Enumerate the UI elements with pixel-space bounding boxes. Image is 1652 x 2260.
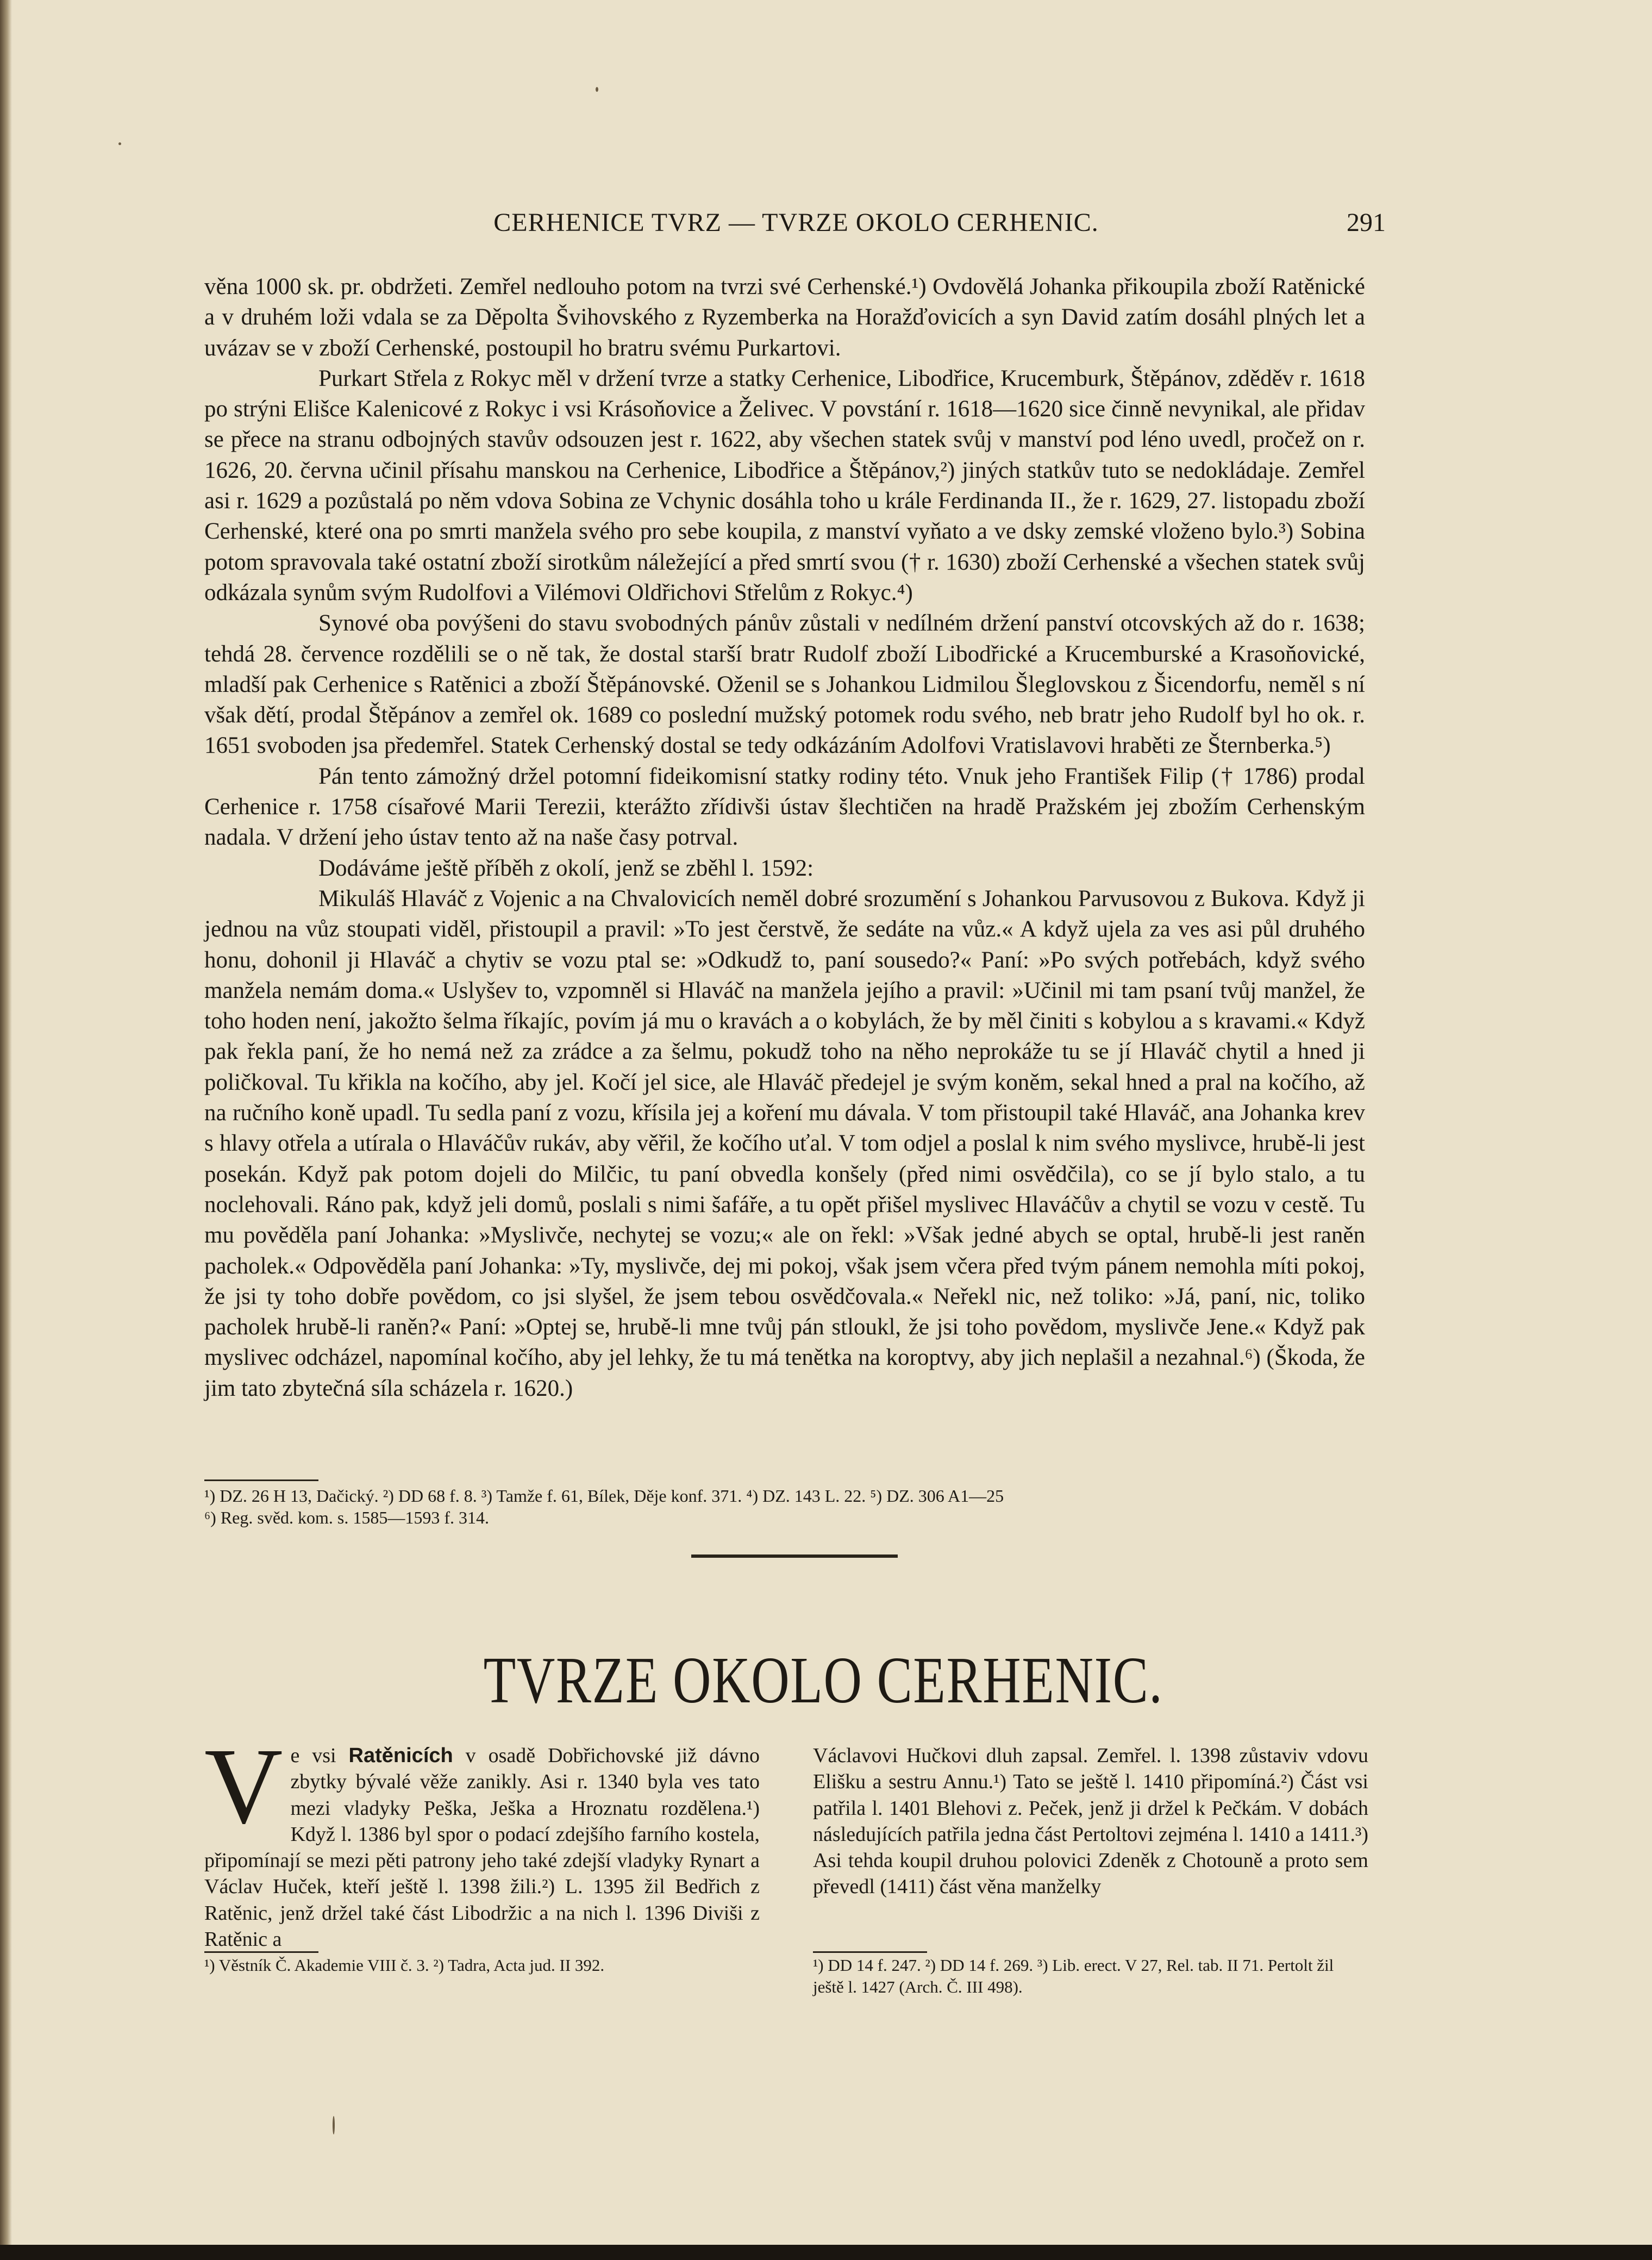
drop-cap: V <box>204 1726 283 1846</box>
section-divider <box>691 1554 898 1558</box>
paragraph: Pán tento zámožný držel potomní fideikomisní statky rodiny této. Vnuk jeho František Filip († 1786) prodal Cerhenice r. 1758 císařové Marii Terezii, kterážto zřídivši ústav šlechtičen na hradě Pražském jej zbožím Cerhenským nadala. V držení jeho ústav tento až na naše časy potrval. <box>204 763 1365 851</box>
ink-speck <box>596 87 598 92</box>
right-footnote-rule <box>813 1951 927 1953</box>
footnote-line: ⁶) Reg. svěd. kom. s. 1585—1593 f. 314. <box>204 1508 490 1527</box>
right-column-footnote: ¹) DD 14 f. 247. ²) DD 14 f. 269. ³) Lib. erect. V 27, Rel. tab. II 71. Pertolt žil ještě l. 1427 (Arch. Č. III 498). <box>813 1956 1334 1996</box>
running-head: CERHENICE TVRZ — TVRZE OKOLO CERHENIC. <box>493 208 1099 237</box>
left-column-paragraph <box>204 1726 760 1952</box>
main-text-block <box>204 272 1365 1404</box>
paragraph: Mikuláš Hlaváč z Vojenic a na Chvalovicích neměl dobré srozumění s Johankou Parvusovou z Bukova. Když ji jednou na vůz stoupati viděl, přistoupil a pravil: »To jest čerstvě, že sedáte na vůz.« A když ujela za ves asi půl druhého honu, dohonil ji Hlaváč a chytiv se vozu ptal se: »Odkudž to, paní sousedo?« Paní: »Po svých potřebách, když svého manžela nemám doma.« Uslyšev to, vzpomněl si Hlaváč na manžela jejího a pravil: »Učinil mi tam psaní tvůj manžel, že toho hoden není, jakožto šelma říkajíc, povím já mu o kravách a o kobylách, že by měl činiti s kobylou a s kravami.« Když pak řekla paní, že ho nemá než za zrádce a za šelmu, pokudž toho na něho neprokáže tu se jí Hlaváč chytil a hned ji poličkoval. Tu křikla na kočího, aby jel. Kočí jel sice, ale Hlaváč předejel je svým koněm, sekal hned a pral na kočího, až na ručního koně upadl. Tu sedla paní z vozu, křísila jej a koření mu dávala. V tom přistoupil také Hlaváč, ana Johanka krev s hlavy otřela a utírala o Hlaváčův rukáv, aby věřil, že kočího uťal. V tom odjel a poslal k nim svého myslivce, hrubě-li jest posekán. Když pak potom dojeli do Milčic, tu paní obvedla konšely (před nimi osvědčila), co se jí bylo stalo, a tu noclehovali. Ráno pak, když jeli domů, poslali s nimi šafáře, a tu opět přišel myslivec Hlaváčův a chytil se vozu v cestě. Tu mu pověděla paní Johanka: »Myslivče, nechytej se vozu;« ale on řekl: »Však jedné abych se optal, hrubě-li jest raněn pacholek.« Odpověděla paní Johanka: »Ty, myslivče, dej mi pokoj, však jsem včera před tvým pánem nemohla míti pokoj, že jsi ty toho dobře povědom, co jsi slyšel, že jsem tebou osvědčovala.« Neřekl nic, než toliko: »Já, paní, nic, toliko pacholek hrubě-li raněn?« Paní: »Optej se, hrubě-li mne tvůj pán stloukl, že jsi toho povědom, myslivče Jene.« Když pak myslivec odcházel, napomínal kočího, aby jel lehky, že tu má tenětka na koroptvy, aby jich neplašil a nezahnal.⁶) (Škoda, že jim tato zbytečná síla scházela r. 1620.) <box>204 885 1365 1401</box>
footnotes <box>204 1485 1365 1528</box>
paragraph: Purkart Střela z Rokyc měl v držení tvrze a statky Cerhenice, Libodřice, Krucemburk, Štěpánov, zděděv r. 1618 po strýni Elišce Kalenicové z Rokyc i vsi Krásoňovice a Želivec. V povstání r. 1618—1620 sice činně nevynikal, ale přidav se přece na stranu odbojných stavův odsouzen jest r. 1622, aby všechen statek svůj v manství pod léno uvedl, pročež on r. 1626, 20. června učinil přísahu manskou na Cerhenice, Libodřice a Štěpánov,²) jiných statkův tuto se nedokládaje. Zemřel asi r. 1629 a pozůstalá po něm vdova Sobina ze Vchynic dosáhla toho u krále Ferdinanda II., že r. 1629, 27. listopadu zboží Cerhenské, které ona po smrti manžela svého pro sebe koupila, z manství vyňato a ve dsky zemské vloženo bylo.³) Sobina potom spravovala také ostatní zboží sirotkům náležející a před smrtí svou († r. 1630) zboží Cerhenské a všechen statek svůj odkázala synům svým Rudolfovi a Vilémovi Oldřichovi Střelům z Rokyc.⁴) <box>204 365 1365 605</box>
footnote-rule <box>204 1479 318 1481</box>
left-column-text: v osadě Dobřichovské již dávno zbytky bývalé věže zanikly. Asi r. 1340 byla ves tato mezi vladyky Peška, Ješka a Hroznatu rozdělena.¹) Když l. 1386 byl spor o podací zdejšího farního kostela, připomínají se mezi pěti patrony jeho také zdejší vladyky Rynart a Václav Huček, kteří ještě l. 1398 žili.²) L. 1395 žil Bedřich z Ratěnic, jenž držel také část Libodržic a na nich l. 1396 Diviši z Ratěnic a <box>204 1744 760 1951</box>
left-column <box>204 1726 760 1952</box>
left-column-footnote: ¹) Věstník Č. Akademie VIII č. 3. ²) Tadra, Acta jud. II 392. <box>204 1956 605 1975</box>
paragraph: Synové oba povýšeni do stavu svobodných pánův zůstali v nedílném držení panství otcovských až do r. 1638; tehdá 28. července rozdělili se o ně tak, že dostal starší bratr Rudolf zboží Libodřické a Krucemburské a Krasoňovické, mladší pak Cerhenice s Ratěnici a zboží Štěpánovské. Oženil se s Johankou Lidmilou Šleglovskou z Šicendorfu, neměl s ní však dětí, prodal Štěpánov a zemřel ok. 1689 co poslední mužský potomek rodu svého, neb bratr jeho Rudolf byl ho ok. r. 1651 svoboden jsa předemřel. Statek Cerhenský dostal se tedy odkázáním Adolfovi Vratislavovi hraběti ze Šternberka.⁵) <box>204 610 1365 759</box>
lead-word: Ratěnicích <box>348 1744 453 1767</box>
page-bottom-edge <box>0 2245 1652 2260</box>
page-number: 291 <box>1347 208 1386 237</box>
footnote-line: ¹) DZ. 26 H 13, Dačický. ²) DD 68 f. 8. ³) Tamže f. 61, Bílek, Děje konf. 371. ⁴) DZ. 143 L. 22. ⁵) DZ. 306 A1—25 <box>204 1486 1004 1506</box>
section-title: TVRZE OKOLO CERHENIC. <box>483 1644 1163 1717</box>
paragraph: věna 1000 sk. pr. obdržeti. Zemřel nedlouho potom na tvrzi své Cerhenské.¹) Ovdovělá Johanka přikoupila zboží Ratěnické a v druhém loži vdala se za Děpolta Švihovského z Ryzemberka na Horažďovicích a syn David zatím dosáhl plných let a uvázav se v zboží Cerhenské, postoupil ho bratru svému Purkartovi. <box>204 274 1365 361</box>
paragraph: Dodáváme ještě příběh z okolí, jenž se zběhl l. 1592: <box>318 855 814 881</box>
ink-speck <box>333 2116 335 2134</box>
left-column-opening: e vsi <box>290 1744 349 1767</box>
right-column <box>813 1743 1368 1900</box>
right-column-text: Václavovi Hučkovi dluh zapsal. Zemřel. l. 1398 zůstaviv vdovu Elišku a sestru Annu.¹) Tato se ještě l. 1410 připomíná.²) Část vsi patřila l. 1401 Blehovi z. Peček, jenž ji držel k Pečkám. V dobách následujících patřila jedna část Pertoltovi zejména l. 1410 a 1411.³) Asi tehda koupil druhou polovici Zdeněk z Chotouně a proto sem převedl (1411) část věna manželky <box>813 1744 1368 1899</box>
left-footnote-rule <box>204 1951 318 1953</box>
page-binding-shadow <box>0 0 12 2260</box>
ink-speck <box>118 142 121 145</box>
